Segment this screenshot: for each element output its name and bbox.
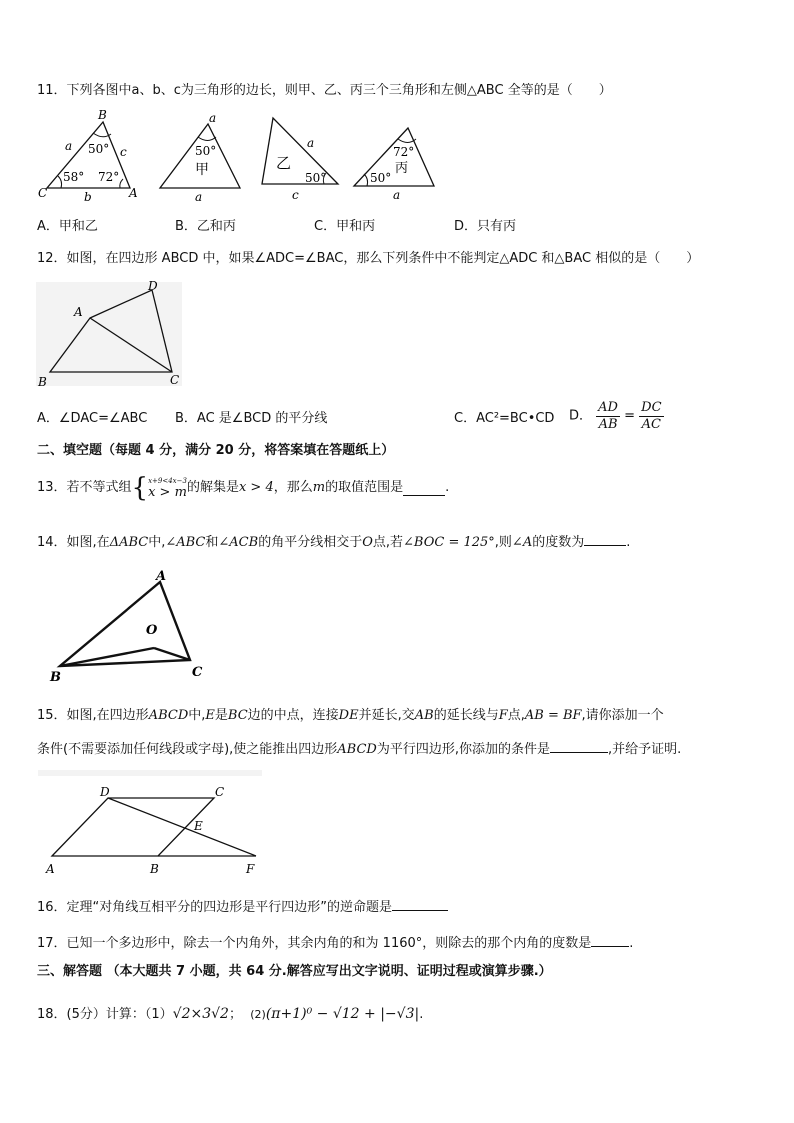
q14-p6: ,则 — [494, 535, 512, 550]
brace-icon: { — [131, 473, 149, 503]
label-A: A — [129, 186, 138, 200]
q13-var: m — [312, 480, 326, 495]
q12-option-d-label: D． — [569, 408, 593, 424]
q14-end: . — [626, 535, 631, 550]
quadrilateral-abcd — [52, 798, 214, 856]
label-c-yi: c — [292, 188, 299, 202]
label-C: C — [192, 665, 203, 680]
label-A: A — [156, 569, 167, 584]
label-a-bing: a — [393, 188, 401, 202]
label-A: A — [74, 305, 83, 319]
q12-frac-right — [639, 400, 663, 433]
q15-l1c: 是 — [214, 708, 228, 723]
q18-expr2: (π+1)⁰ − √12 + |−√3| — [265, 1006, 420, 1022]
angle-72-bing: 72° — [393, 145, 415, 159]
q14 — [37, 531, 630, 552]
label-D: D — [100, 785, 110, 799]
q16-answer-blank[interactable] — [392, 896, 448, 911]
label-B: B — [50, 670, 61, 685]
q14-a2: ∠ACB — [218, 535, 259, 550]
label-B: B — [38, 375, 47, 389]
frac-left-den: AB — [598, 417, 618, 432]
angle-50-jia: 50° — [195, 144, 217, 158]
label-C: C — [170, 373, 180, 387]
angle-72: 72° — [98, 170, 120, 184]
q15-e: E — [205, 708, 215, 723]
q17-end: . — [629, 936, 634, 951]
q12-option-c: C．AC²=BC•CD — [454, 411, 555, 426]
label-O: O — [146, 623, 158, 638]
q15-l2b: 为平行四边形,你添加的条件是 — [376, 742, 550, 757]
angle-50: 50° — [88, 142, 110, 156]
q13-suffix: ，那么 — [273, 480, 313, 495]
q12-figure — [36, 278, 186, 390]
frac-right-num: DC — [641, 400, 662, 415]
label-yi: 乙 — [276, 154, 292, 172]
q11-stem: 11．下列各图中a、b、c为三角形的边长，则甲、乙、丙三个三角形和左侧△ABC 全等的是（ ） — [37, 83, 612, 98]
q17-answer-blank[interactable] — [591, 932, 629, 947]
label-B: B — [98, 108, 107, 122]
label-jia: 甲 — [195, 162, 209, 178]
label-a-jia-bottom: a — [195, 190, 203, 202]
q18-prefix: 18．(5分）计算：（1） — [37, 1007, 173, 1022]
frac-left-num: AD — [598, 400, 618, 415]
label-C: C — [215, 785, 225, 799]
q15-de: DE — [338, 708, 359, 723]
q12-frac-left — [596, 400, 620, 433]
label-E: E — [194, 819, 203, 833]
label-a-yi: a — [307, 136, 315, 150]
q15-abcd-2: ABCD — [337, 742, 377, 757]
q15-l1d: 边的中点，连接 — [247, 708, 339, 723]
q15-l1e: 并延长,交 — [358, 708, 415, 723]
q18-sep: ； — [228, 1007, 242, 1022]
q14-tri: ΔABC — [109, 535, 149, 550]
q15-ab: AB — [414, 708, 434, 723]
q13-answer-blank[interactable] — [403, 481, 445, 496]
angle-50-bing: 50° — [370, 171, 392, 185]
label-B: B — [150, 862, 159, 876]
q16 — [37, 896, 448, 917]
q13-cond: x > 4 — [238, 480, 274, 495]
inequality-system — [148, 477, 187, 500]
label-c: c — [120, 145, 127, 159]
label-C: C — [38, 186, 48, 200]
q13-prefix: 13．若不等式组 — [37, 480, 132, 495]
q14-p1: 14．如图,在 — [37, 535, 110, 550]
q13-mid: 的解集是 — [186, 480, 239, 495]
q11-figure — [30, 106, 450, 202]
q14-p3: 和 — [205, 535, 219, 550]
angle-50-yi: 50° — [305, 171, 327, 185]
q15-abcd: ABCD — [148, 708, 189, 723]
q11-option-c: C．甲和丙 — [314, 219, 376, 234]
q12-option-b: B．AC 是∠BCD 的平分线 — [175, 411, 328, 426]
section-2-heading: 二、填空题（每题 4 分，满分 20 分，将答案填在答题纸上） — [37, 443, 395, 458]
q15-l2c: ,并给予证明. — [607, 742, 682, 757]
label-a: a — [65, 139, 73, 153]
q14-p5: 点,若 — [372, 535, 404, 550]
q18 — [37, 1003, 423, 1026]
q14-p7: 的度数为 — [532, 535, 585, 550]
q14-p4: 的角平分线相交于 — [258, 535, 363, 550]
q14-eq: ∠BOC = 125° — [403, 535, 495, 550]
q18-part2: (2) — [250, 1008, 266, 1021]
bisector-co — [154, 648, 190, 660]
label-bing: 丙 — [395, 161, 409, 176]
q14-a3: ∠A — [511, 535, 533, 550]
label-F: F — [246, 862, 255, 876]
system-bottom: x > m — [148, 484, 187, 500]
section-3-heading: 三、解答题 （本大题共 7 小题，共 64 分.解答应写出文字说明、证明过程或演算步骤.） — [37, 964, 552, 979]
frac-equals: = — [624, 408, 636, 424]
q15-bc: BC — [227, 708, 248, 723]
system-top: x+9<4x−3 — [148, 476, 187, 485]
q14-p2: 中, — [148, 535, 166, 550]
q12-option-a: A．∠DAC=∠ABC — [37, 411, 148, 426]
q11-option-d: D．只有丙 — [454, 219, 517, 234]
label-b: b — [84, 190, 92, 202]
q15-figure — [36, 770, 266, 878]
label-a-jia: a — [209, 111, 217, 125]
q13 — [37, 474, 449, 503]
q15-f: F — [498, 708, 508, 723]
q14-answer-blank[interactable] — [584, 531, 626, 546]
q15-line1 — [37, 707, 664, 725]
q14-figure — [40, 566, 215, 686]
q12-stem: 12．如图，在四边形 ABCD 中，如果∠ADC=∠BAC，那么下列条件中不能判定△ADC 和△BAC 相似的是（ ） — [37, 251, 700, 266]
q18-expr1: √2×3√2 — [172, 1006, 229, 1022]
q15-l2a: 条件(不需要添加任何线段或字母),使之能推出四边形 — [37, 742, 338, 757]
q17-text: 17．已知一个多边形中，除去一个内角外，其余内角的和为 1160°，则除去的那个内角的度数是 — [37, 936, 592, 951]
q17 — [37, 932, 633, 953]
q15-l1g: 点, — [507, 708, 525, 723]
frac-right-den: AC — [641, 417, 662, 432]
q11-option-b: B．乙和丙 — [175, 219, 236, 234]
q15-line2 — [37, 738, 681, 759]
q15-l1f: 的延长线与 — [433, 708, 499, 723]
q13-tail: 的取值范围是 — [325, 480, 404, 495]
q13-end: . — [445, 480, 450, 495]
q15-l1b: 中, — [188, 708, 206, 723]
q15-answer-blank[interactable] — [550, 738, 608, 753]
q15-l1h: ,请你添加一个 — [581, 708, 664, 723]
line-df — [108, 798, 256, 856]
q11-option-a: A．甲和乙 — [37, 219, 98, 234]
triangle-yi — [262, 118, 338, 184]
q15-l1a: 15．如图,在四边形 — [37, 708, 149, 723]
label-D: D — [148, 279, 158, 293]
q12-option-d — [569, 400, 664, 433]
q15-eq: AB = BF — [524, 708, 582, 723]
q14-o: O — [362, 535, 373, 550]
angle-58: 58° — [63, 170, 85, 184]
q14-a1: ∠ABC — [165, 535, 206, 550]
label-A: A — [46, 862, 55, 876]
q16-text: 16．定理“对角线互相平分的四边形是平行四边形”的逆命题是 — [37, 900, 393, 915]
q18-end: . — [419, 1007, 424, 1022]
